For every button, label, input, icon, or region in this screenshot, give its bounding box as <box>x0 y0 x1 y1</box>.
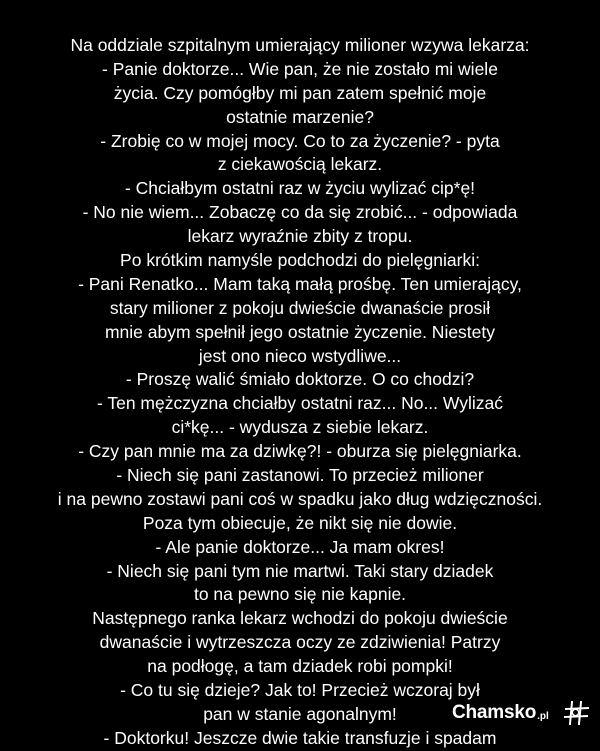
story-line: - Proszę walić śmiało doktorze. O co chodzi? <box>125 369 475 390</box>
story-line: - Chciałbym ostatni raz w życiu wylizać cip*ę! <box>124 178 476 199</box>
story-line: - Zrobię co w mojej mocy. Co to za życzenie? - pyta <box>100 130 500 151</box>
hash-logo-icon <box>563 699 591 727</box>
story-line: życia. Czy pomógłby mi pan zatem spełnić moje <box>113 82 487 103</box>
story-line: Na oddziale szpitalnym umierający milioner wzywa lekarza: <box>70 35 530 55</box>
story-line: na podłogę, a tam dziadek robi pompki! <box>147 656 453 677</box>
site-watermark <box>452 698 591 728</box>
story-line: jest ono nieco wstydliwe... <box>198 345 402 366</box>
story-line: mnie abym spełnił jego ostatnie życzenie. Niestety <box>104 321 496 342</box>
story-line: ostatnie marzenie? <box>226 106 374 127</box>
story-line: - Pani Renatko... Mam taką małą prośbę. Ten umierający, <box>78 273 522 294</box>
story-line: - Czy pan mnie ma za dziwkę?! - oburza się pielęgniarka. <box>78 441 522 462</box>
story-line: dwanaście i wytrzeszcza oczy ze zdziwienia! Patrzy <box>99 632 501 653</box>
story-line: - Doktorku! Jeszcze dwie takie transfuzje i spadam <box>103 727 497 748</box>
story-line: lekarz wyraźnie zbity z tropu. <box>187 226 413 247</box>
story-line: - Ale panie doktorze... Ja mam okres! <box>155 536 445 557</box>
story-line: - Niech się pani tym nie martwi. Taki stary dziadek <box>106 560 494 581</box>
story-line: Poza tym obiecuje, że nikt się nie dowie. <box>142 512 458 533</box>
story-line: - Panie doktorze... Wie pan, że nie zostało mi wiele <box>102 58 498 79</box>
story-text <box>0 34 600 751</box>
story-line: Po krótkim namyśle podchodzi do pielęgniarki: <box>120 250 480 271</box>
story-line: - Co tu się dzieje? Jak to! Przecież wczoraj był <box>120 680 480 701</box>
story-line: to na pewno się nie kapnie. <box>193 584 407 605</box>
story-line: - No nie wiem... Zobaczę co da się zrobić... - odpowiada <box>82 202 518 223</box>
story-line: ci*kę... - wydusza z siebie lekarz. <box>171 417 429 438</box>
story-line: Następnego ranka lekarz wchodzi do pokoju dwieście <box>92 608 508 629</box>
watermark-domain: .pl <box>537 710 549 722</box>
story-line: z ciekawością lekarz. <box>217 154 383 175</box>
story-line: - Niech się pani zastanowi. To przecież milioner <box>116 465 484 486</box>
story-line: stary milioner z pokoju dwieście dwanaście prosił <box>109 297 491 318</box>
story-line: pan w stanie agonalnym! <box>203 703 397 724</box>
story-line: i na pewno zostawi pani coś w spadku jako dług wdzięczności. <box>57 488 543 509</box>
watermark-name: Chamsko <box>452 702 537 723</box>
story-line: - Ten mężczyzna chciałby ostatni raz... No... Wylizać <box>96 393 504 414</box>
